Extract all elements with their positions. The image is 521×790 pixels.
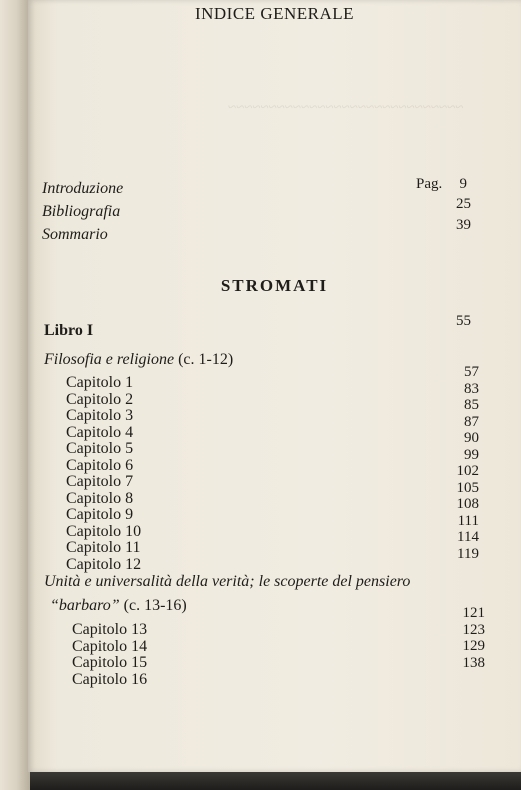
chapter-page: 87 — [464, 413, 479, 430]
book-spine — [0, 0, 30, 790]
chapter-label: Capitolo 16 — [72, 670, 148, 688]
chapter-page: 121 — [462, 605, 485, 621]
section2-title-line2: “barbaro” — [50, 597, 120, 614]
libro-label: Libro I — [44, 322, 94, 339]
chapter-label: Capitolo 4 — [66, 423, 134, 441]
front-item-sommario: Sommario — [42, 226, 108, 243]
front-item-introduzione: Introduzione — [42, 180, 124, 197]
front-page-introduzione: 9 — [459, 176, 467, 192]
chapter-label: Capitolo 1 — [66, 374, 134, 391]
section2-chapter-list — [72, 622, 147, 688]
chapter-label: Capitolo 2 — [66, 390, 134, 408]
page-bottom-shadow — [30, 772, 521, 790]
section2-heading-line2 — [50, 597, 187, 615]
chapter-page: 105 — [456, 479, 479, 496]
libro-page: 55 — [456, 313, 471, 329]
chapter-page: 102 — [456, 463, 479, 479]
chapter-page: 123 — [462, 621, 485, 638]
chapter-page: 85 — [464, 397, 479, 413]
front-page-bibliografia: 25 — [456, 196, 471, 212]
chapter-page: 83 — [464, 380, 479, 397]
chapter-page: 108 — [456, 496, 479, 512]
section1-range: (c. 1-12) — [178, 351, 234, 368]
section-title: STROMATI — [220, 276, 329, 295]
front-item-bibliografia: Bibliografia — [42, 203, 121, 220]
section1-chapter-list — [66, 375, 141, 573]
chapter-page: 129 — [462, 638, 485, 654]
chapter-label: Capitolo 10 — [66, 522, 142, 540]
chapter-label: Capitolo 7 — [66, 473, 134, 490]
chapter-label: Capitolo 11 — [66, 539, 141, 556]
section2-title-line1: Unità e universalità della verità; le scoperte del pensiero — [44, 573, 411, 590]
chapter-label: Capitolo 3 — [66, 407, 134, 424]
chapter-label: Capitolo 13 — [72, 621, 148, 638]
chapter-page: 138 — [462, 654, 485, 671]
chapter-label: Capitolo 6 — [66, 456, 134, 474]
chapter-page: 111 — [457, 512, 479, 529]
chapter-label: Capitolo 9 — [66, 506, 134, 523]
section2-range: (c. 13-16) — [123, 597, 187, 614]
chapter-label: Capitolo 5 — [66, 440, 134, 457]
pag-label: Pag. — [416, 176, 443, 192]
section1-title: Filosofia e religione — [44, 351, 175, 368]
section2-page-list — [463, 605, 486, 671]
chapter-page: 114 — [457, 529, 479, 545]
book-page — [28, 0, 521, 772]
chapter-label: Capitolo 8 — [66, 489, 134, 507]
section1-heading — [44, 351, 233, 369]
section1-page-list — [457, 364, 480, 562]
chapter-page: 57 — [464, 364, 479, 380]
chapter-page: 99 — [464, 446, 479, 463]
front-page-sommario: 39 — [456, 217, 471, 233]
chapter-label: Capitolo 15 — [72, 654, 148, 671]
chapter-page: 90 — [464, 430, 479, 446]
page-header: INDICE GENERALE — [194, 4, 355, 23]
chapter-label: Capitolo 12 — [66, 555, 142, 573]
chapter-page: 119 — [457, 545, 479, 562]
chapter-label: Capitolo 14 — [72, 637, 148, 655]
show-through-text: ~~~~~~~~~~~~~~~~~~~~~~~~~~~~~ — [228, 100, 464, 116]
